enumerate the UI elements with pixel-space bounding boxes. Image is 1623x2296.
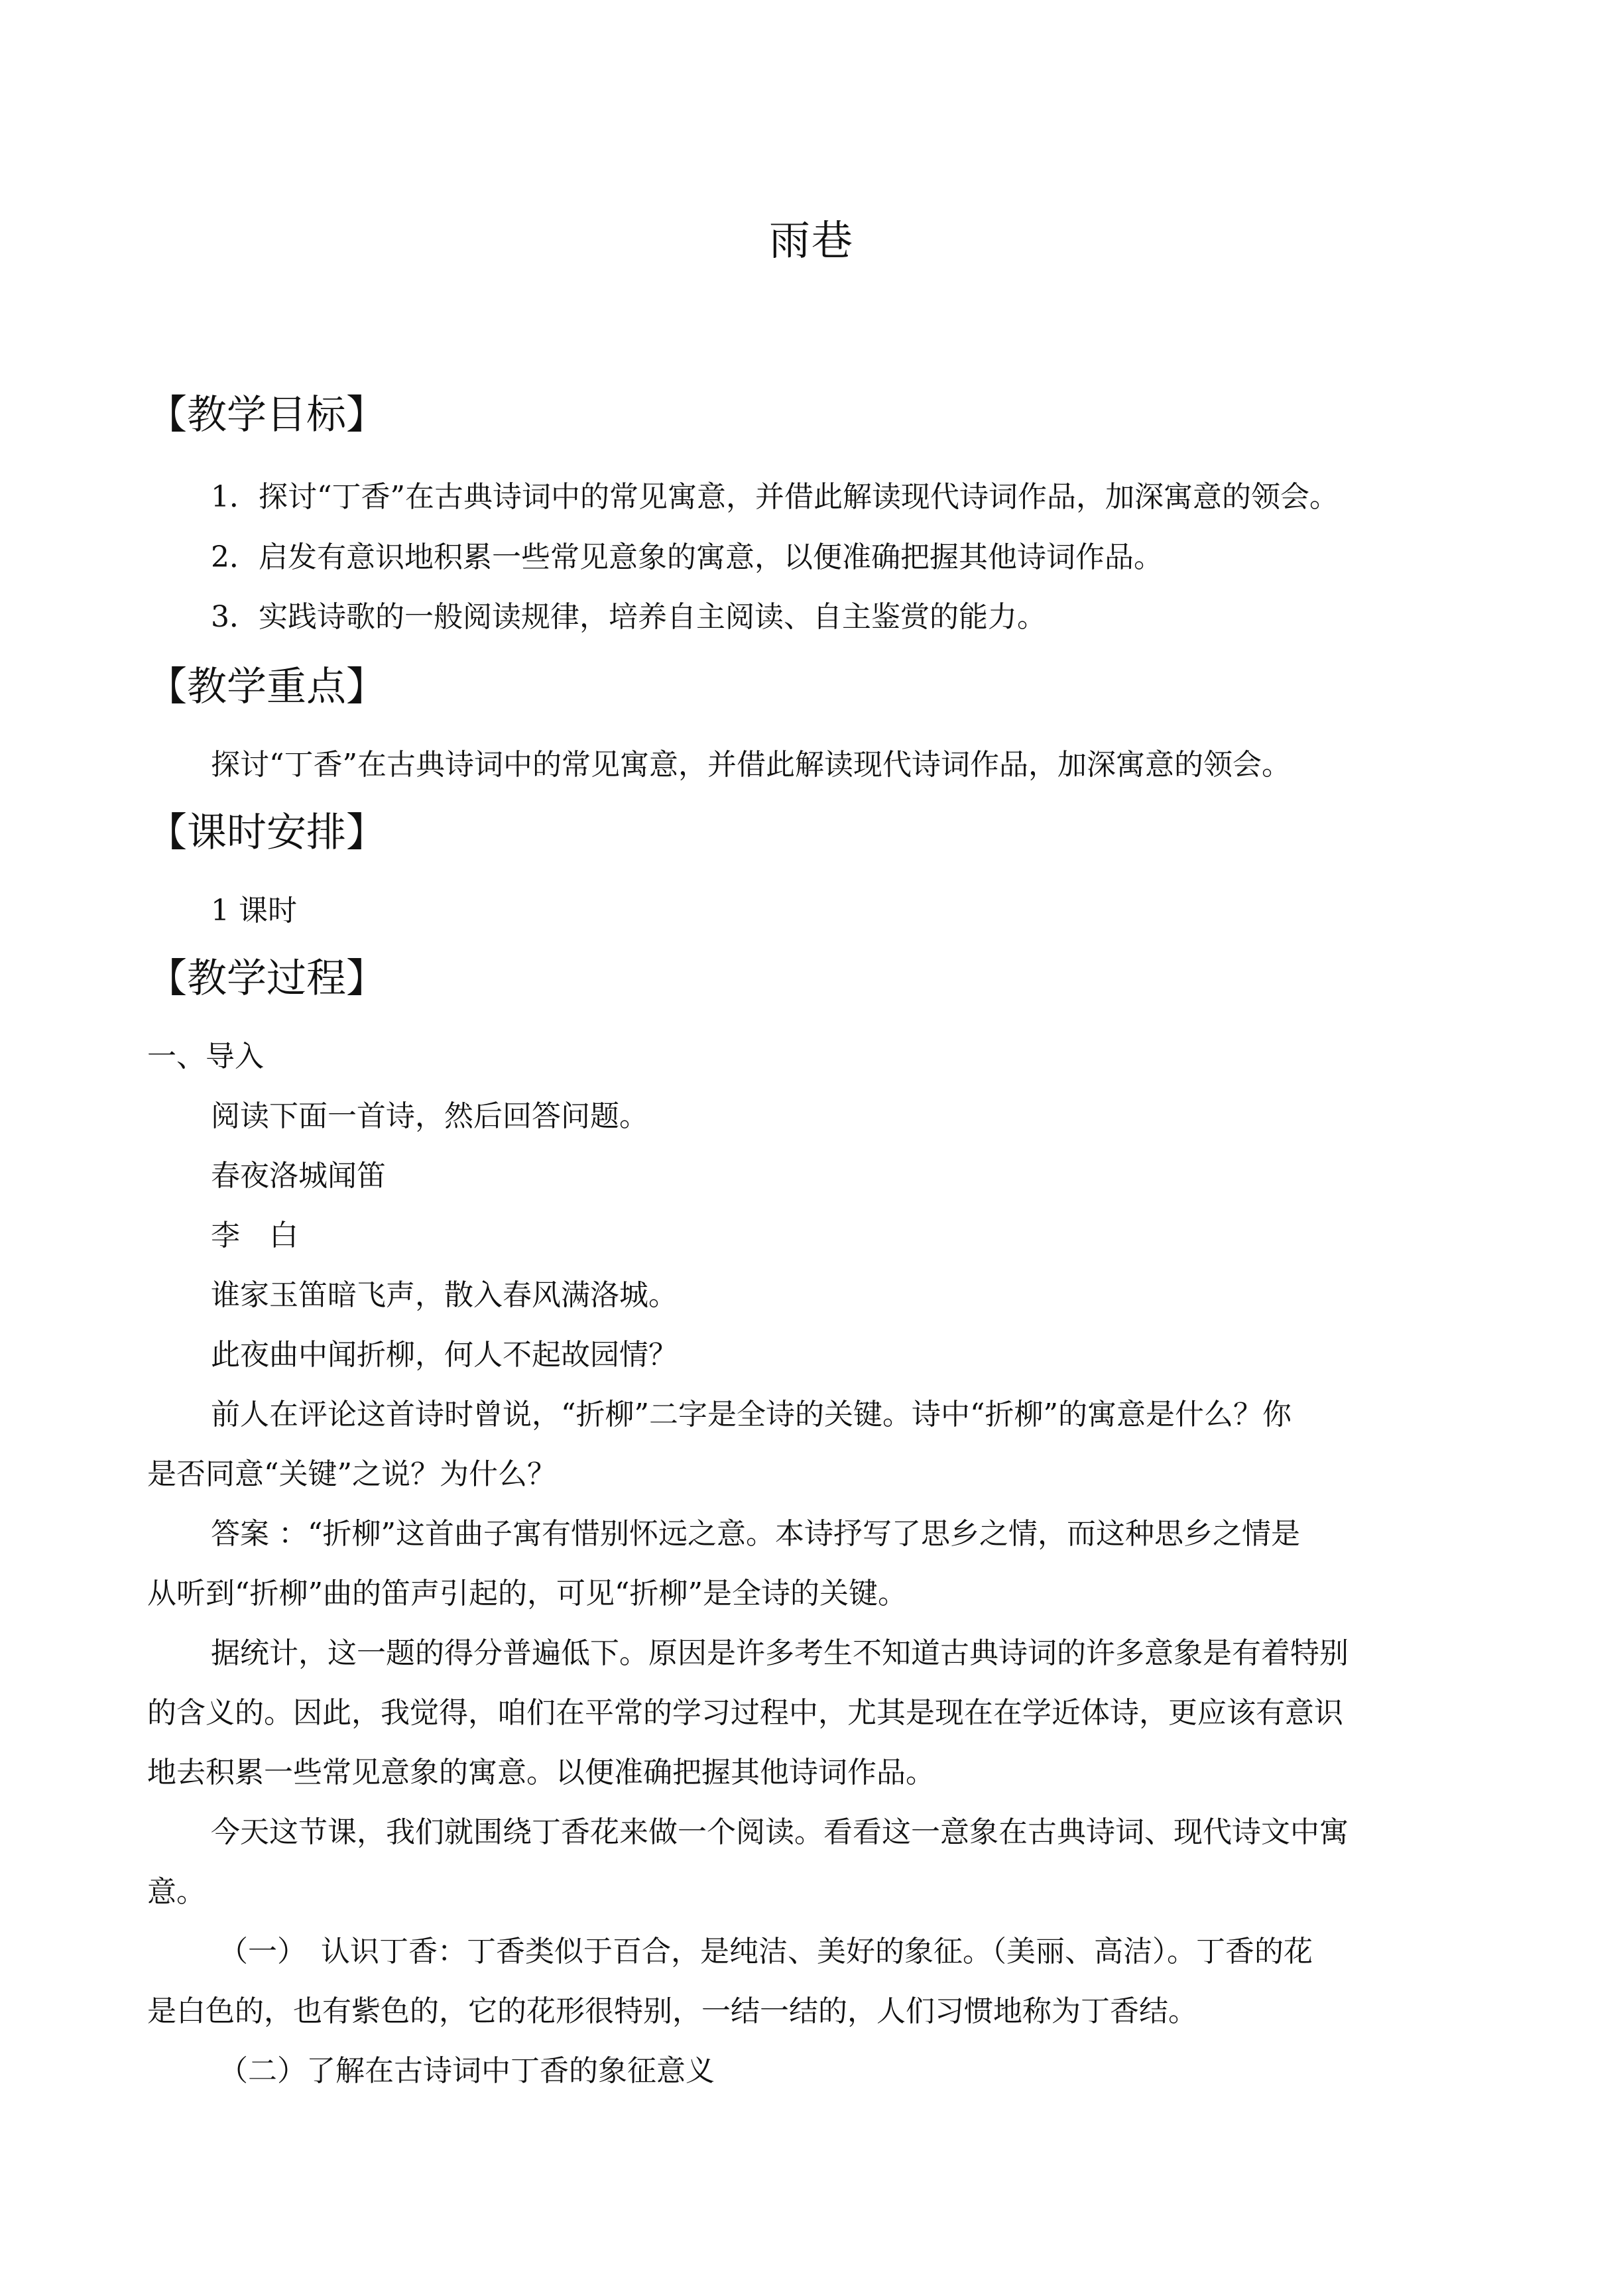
subsection-1-line-2: 是白色的，也有紫色的，它的花形很特别，一结一结的，人们习惯地称为丁香结。	[147, 1994, 1197, 2028]
process-part1-title: 一、导入	[147, 1040, 264, 1073]
poem-author: 李 白	[211, 1219, 298, 1252]
process-line: 前人在评论这首诗时曾说，“折柳”二字是全诗的关键。诗中“折柳”的寓意是什么？你	[211, 1398, 1292, 1431]
heading-schedule: 【课时安排】	[147, 810, 386, 856]
objective-item-1: 1．探讨“丁香”在古典诗词中的常见寓意，并借此解读现代诗词作品，加深寓意的领会。	[211, 480, 1339, 514]
poem-line-1: 谁家玉笛暗飞声，散入春风满洛城。	[211, 1278, 678, 1312]
process-line: 地去积累一些常见意象的寓意。以便准确把握其他诗词作品。	[147, 1756, 935, 1789]
process-line: 意。	[147, 1875, 206, 1909]
objective-item-3: 3．实践诗歌的一般阅读规律，培养自主阅读、自主鉴赏的能力。	[211, 600, 1046, 634]
objective-item-2: 2．启发有意识地积累一些常见意象的寓意，以便准确把握其他诗词作品。	[211, 540, 1163, 574]
process-line: 的含义的。因此，我觉得，咱们在平常的学习过程中，尤其是现在在学近体诗，更应该有意识	[147, 1696, 1343, 1730]
process-line: 今天这节课，我们就围绕丁香花来做一个阅读。看看这一意象在古典诗词、现代诗文中寓	[211, 1815, 1349, 1849]
subsection-1-line-1: （一） 认识丁香：丁香类似于百合，是纯洁、美好的象征。（美丽、高洁）。丁香的花	[219, 1935, 1313, 1968]
poem-title: 春夜洛城闻笛	[211, 1159, 386, 1193]
answer-line-2: 从听到“折柳”曲的笛声引起的，可见“折柳”是全诗的关键。	[147, 1577, 907, 1610]
process-line: 阅读下面一首诗，然后回答问题。	[211, 1099, 648, 1133]
heading-objectives: 【教学目标】	[147, 392, 386, 438]
process-line: 据统计，这一题的得分普遍低下。原因是许多考生不知道古典诗词的许多意象是有着特别	[211, 1636, 1349, 1670]
schedule-text: 1 课时	[211, 894, 297, 928]
process-line: 是否同意“关键”之说？为什么？	[147, 1457, 556, 1491]
subsection-2-title: （二）了解在古诗词中丁香的象征意义	[219, 2054, 715, 2088]
heading-process: 【教学过程】	[147, 955, 386, 1002]
key-points-text: 探讨“丁香”在古典诗词中的常见寓意，并借此解读现代诗词作品，加深寓意的领会。	[211, 748, 1291, 782]
page-title: 雨巷	[768, 216, 854, 265]
poem-line-2: 此夜曲中闻折柳，何人不起故园情？	[211, 1338, 678, 1372]
answer-line-1: 答案 ：“折柳”这首曲子寓有惜别怀远之意。本诗抒写了思乡之情，而这种思乡之情是	[211, 1517, 1300, 1551]
heading-key-points: 【教学重点】	[147, 664, 386, 710]
